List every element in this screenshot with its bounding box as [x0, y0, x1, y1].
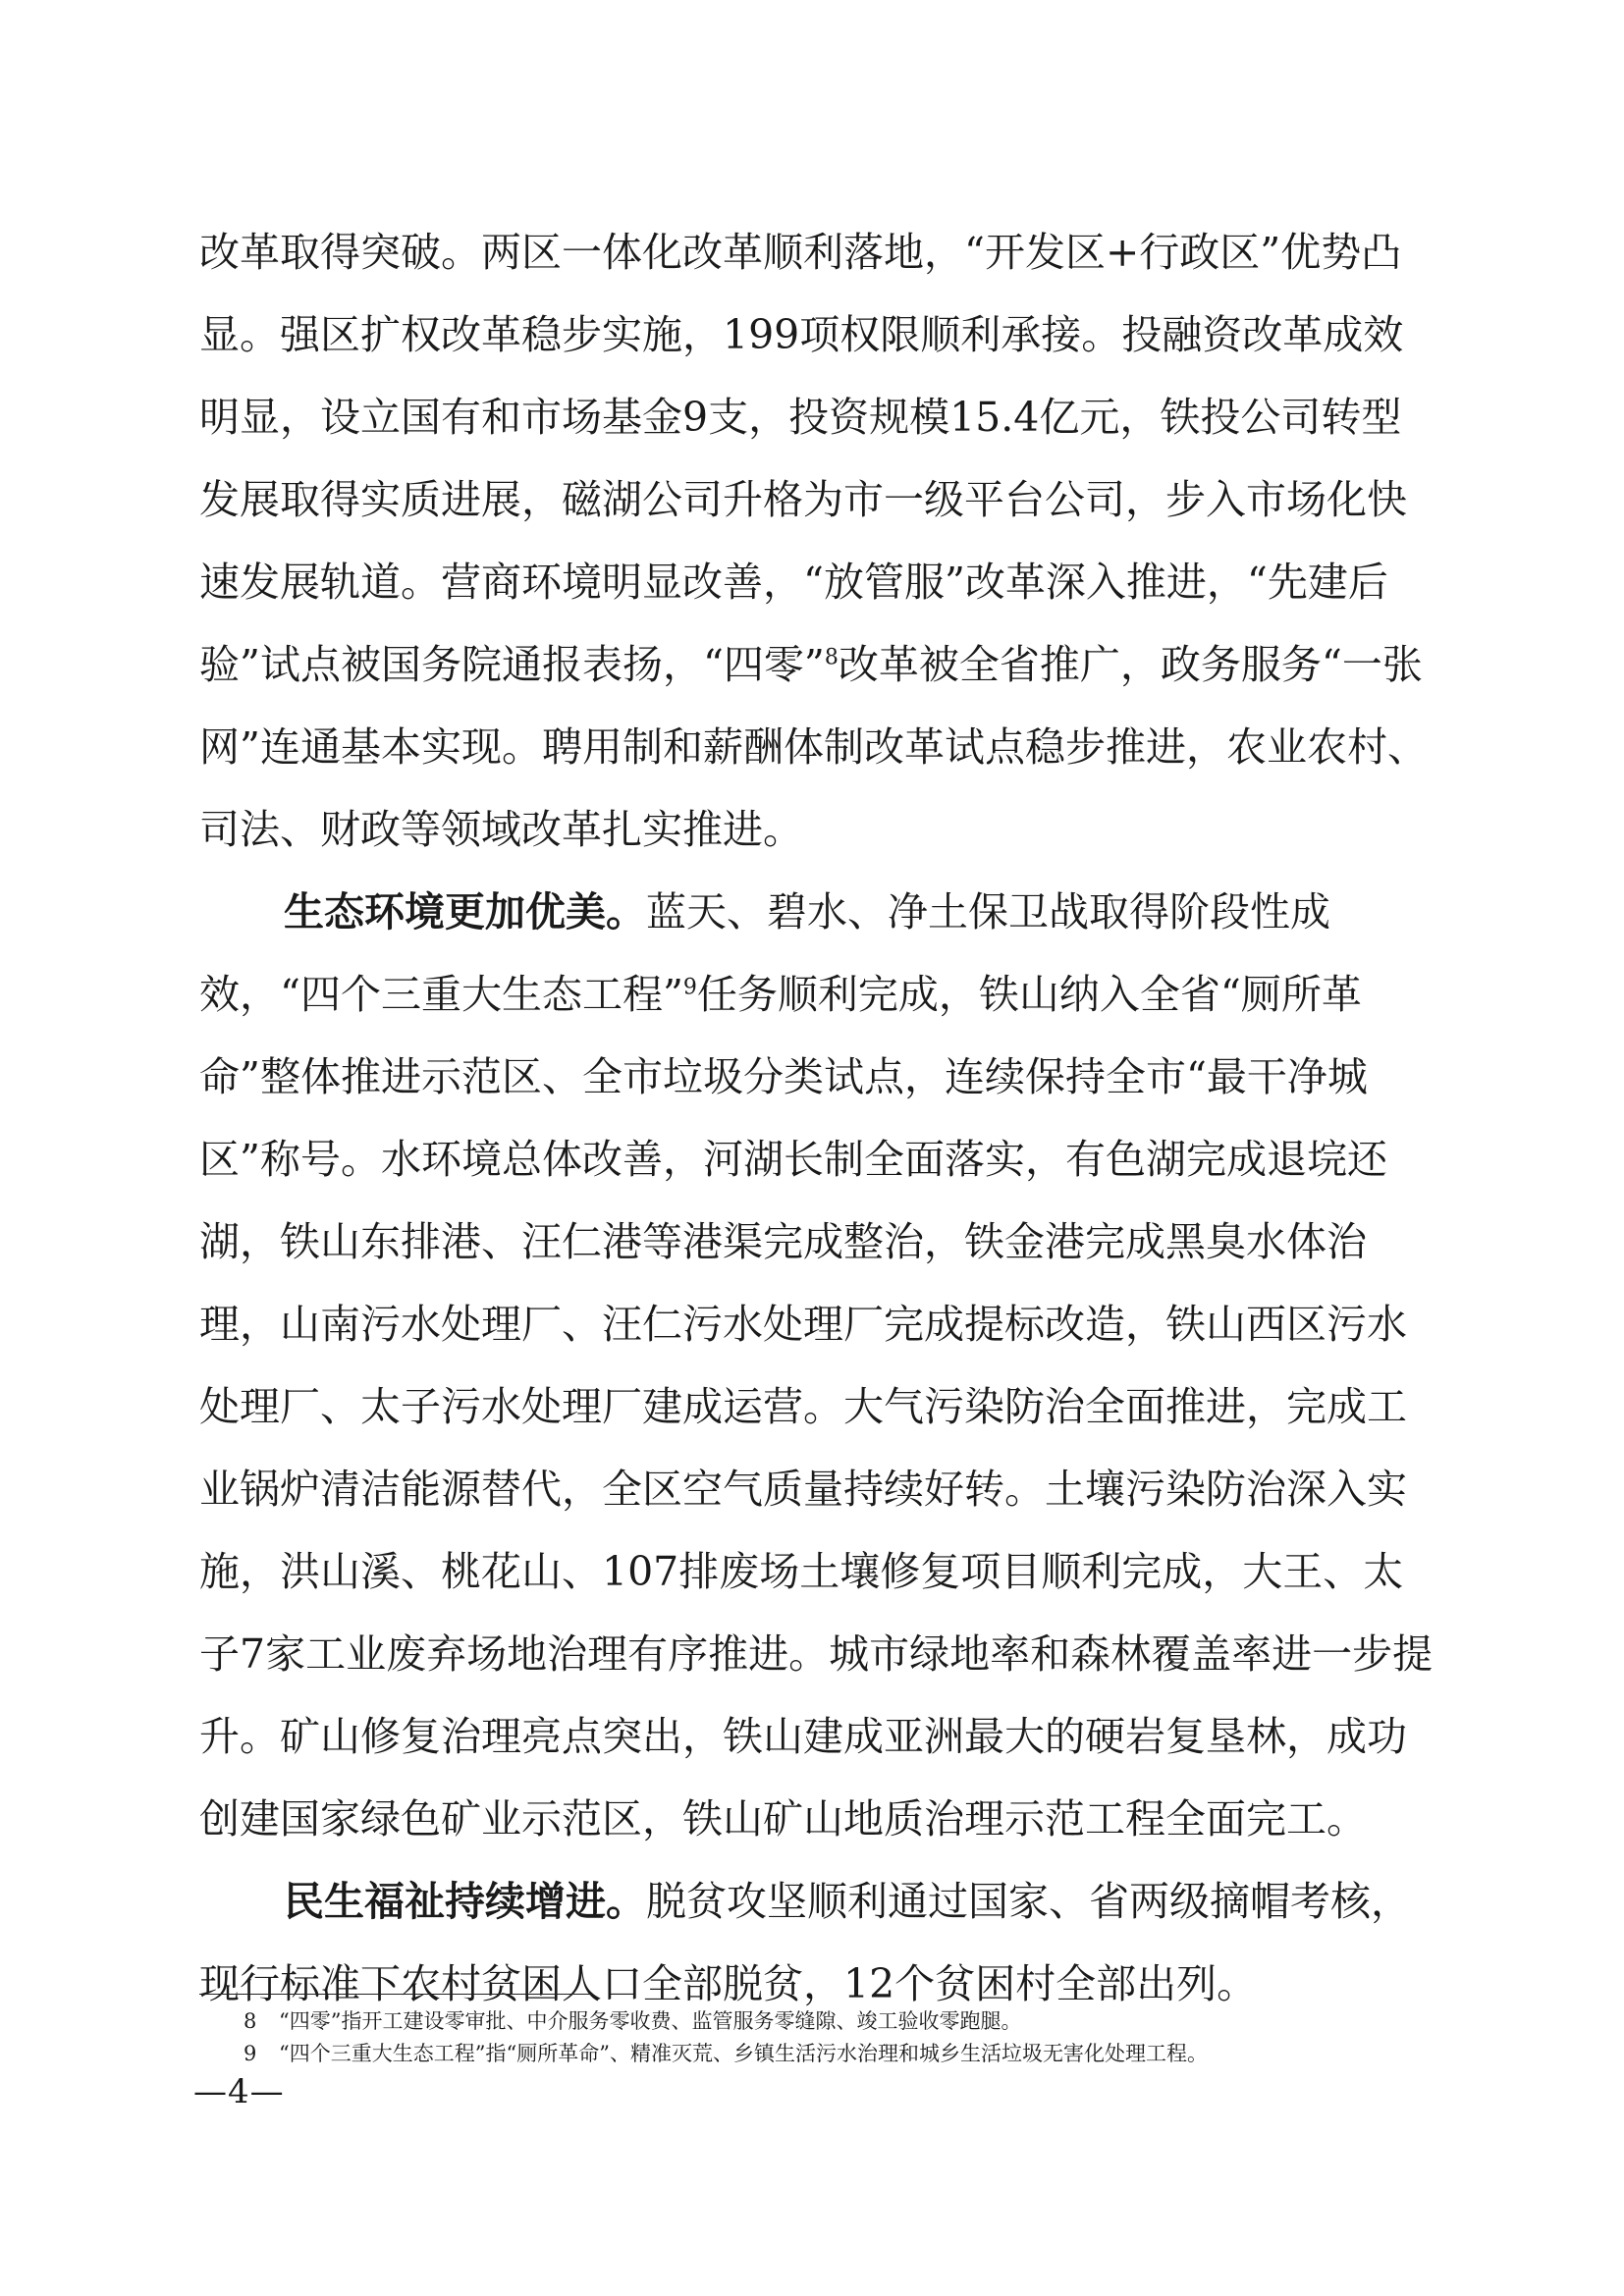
reform-text-part1: 改革取得突破。两区一体化改革顺利落地，“开发区+行政区”优势凸显。强区扩权改革稳步实施，199项权限顺利承接。投融资改革成效明显，设立国有和市场基金9支，投资规模15.4亿元，铁投公司转型发展取得实质进展，磁湖公司升格为市一级平台公司，步入市场化快速发展轨道。营商环境明显改善，“放管服”改革深入推进，“先建后验”试点被国务院通报表扬，“四零” — [199, 229, 1407, 688]
footnote-9 — [244, 2038, 1422, 2070]
body-text — [199, 211, 1435, 2025]
footnote-divider — [199, 1994, 592, 1995]
footnote-8 — [244, 2005, 1422, 2038]
footnote-number: 8 — [244, 2009, 257, 2033]
footnote-ref-8: 8 — [824, 645, 839, 670]
page-number: —4— — [193, 2072, 285, 2111]
paragraph-livelihood — [199, 1860, 1435, 2025]
ecology-text-part2: 任务顺利完成，铁山纳入全省“厕所革命”整体推进示范区、全市垃圾分类试点，连续保持全市“最干净城区”称号。水环境总体改善，河湖长制全面落实，有色湖完成退垸还湖，铁山东排港、汪仁港等港渠完成整治，铁金港完成黑臭水体治理，山南污水处理厂、汪仁污水处理厂完成提标改造，铁山西区污水处理厂、太子污水处理厂建成运营。大气污染防治全面推进，完成工业锅炉清洁能源替代，全区空气质量持续好转。土壤污染防治深入实施，洪山溪、桃花山、107排废场土壤修复项目顺利完成，大王、太子7家工业废弃场地治理有序推进。城市绿地率和森林覆盖率进一步提升。矿山修复治理亮点突出，铁山建成亚洲最大的硬岩复垦林，成功创建国家绿色矿业示范区，铁山矿山地质治理示范工程全面完工。 — [199, 971, 1434, 1842]
footnotes — [244, 2005, 1422, 2070]
footnote-text: “四零”指开工建设零审批、中介服务零收费、监管服务零缝隙、竣工验收零跑腿。 — [279, 2009, 1022, 2033]
livelihood-text: 脱贫攻坚顺利通过国家、省两级摘帽考核，现行标准下农村贫困人口全部脱贫，12个贫困村全部出列。 — [199, 1878, 1411, 2007]
livelihood-heading: 民生福祉持续增进。 — [284, 1878, 646, 1925]
paragraph-reform — [199, 211, 1435, 871]
reform-text-part2: 改革被全省推广，政务服务“一张网”连通基本实现。聘用制和薪酬体制改革试点稳步推进，农业农村、司法、财政等领域改革扎实推进。 — [199, 641, 1428, 853]
paragraph-ecology — [199, 871, 1435, 1860]
footnote-number: 9 — [244, 2042, 257, 2065]
ecology-heading: 生态环境更加优美。 — [284, 888, 646, 935]
footnote-ref-9: 9 — [682, 975, 697, 1000]
footnote-text: “四个三重大生态工程”指“厕所革命”、精准灭荒、乡镇生活污水治理和城乡生活垃圾无害化处理工程。 — [279, 2042, 1208, 2065]
ecology-text-part1: 蓝天、碧水、净土保卫战取得阶段性成效，“四个三重大生态工程” — [199, 888, 1330, 1018]
